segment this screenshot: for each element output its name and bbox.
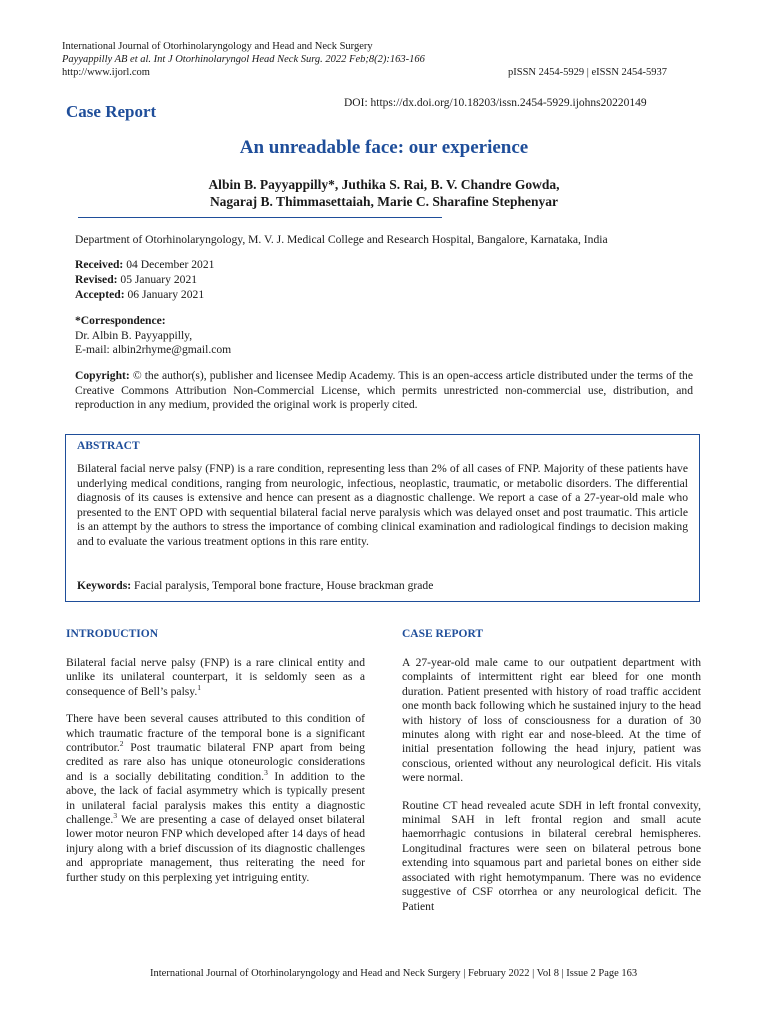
correspondence-name: Dr. Albin B. Payyappilly, [75, 329, 193, 342]
authors-line-2: Nagaraj B. Thimmasettaiah, Marie C. Sharafine Stephenyar [209, 194, 559, 209]
citation: Payyappilly AB et al. Int J Otorhinolaryngol Head Neck Surg. 2022 Feb;8(2):163-166 [62, 54, 425, 65]
abstract-text: Bilateral facial nerve palsy (FNP) is a rare condition, representing less than 2% of all cases of FNP. Majority of these patients have underlying medical conditions, ranging from neurologic, infectious, neoplastic, traumatic, or metabolic disorders. The differential diagnosis of its causes is extensive and hence can present as a diagnostic challenge. We report a case of a 27-year-old male who presented to the ENT OPD with sequential bilateral facial nerve paralysis which was delayed onset and post traumatic. This article is an attempt by the authors to stress the importance of combing clinical examination and radiological findings to decision making and to evaluate the various treatment options in this rare entity. [77, 462, 688, 548]
article-type: Case Report [66, 102, 157, 121]
keywords: Keywords: Facial paralysis, Temporal bone fracture, House brackman grade [77, 579, 434, 592]
doi-link[interactable]: DOI: https://dx.doi.org/10.18203/issn.2454-5929.ijohns20220149 [344, 97, 647, 109]
case-report-paragraph-1: A 27-year-old male came to our outpatient department with complaints of intermittent right ear bleed for one month duration. Patient presented with history of road traffic accident one month back following which he sustained injury to the head with history of loss of consciousness for a duration of 30 minutes along with right ear and nose-bleed. At the time of initial presentation following the head injury, patient was conscious, oriented without any neurological deficit. His vitals were normal. [402, 656, 701, 785]
title-divider [78, 217, 442, 218]
authors-line-1: Albin B. Payyappilly*, Juthika S. Rai, B. V. Chandre Gowda, [208, 177, 560, 192]
article-title: An unreadable face: our experience [239, 137, 529, 158]
revised-date: Revised: 05 January 2021 [75, 273, 198, 286]
journal-website-link[interactable]: http://www.ijorl.com [62, 67, 150, 78]
accepted-date: Accepted: 06 January 2021 [75, 288, 205, 301]
abstract-heading: ABSTRACT [77, 440, 140, 452]
affiliation: Department of Otorhinolaryngology, M. V. J. Medical College and Research Hospital, Bangalore, Karnataka, India [75, 233, 608, 246]
case-report-paragraph-2: Routine CT head revealed acute SDH in left frontal convexity, minimal SAH in left frontal region and small acute haemorrhagic contusions in bilateral cerebral hemispheres. Longitudinal fractures were seen on bilateral petrous bone extending into squamous part and parietal bones on either side associated with right hemotympanum. There was no evidence suggestive of CSF otorrhea or any neurological deficit. The Patient [402, 798, 701, 913]
received-date: Received: 04 December 2021 [75, 258, 215, 271]
introduction-paragraph-1: Bilateral facial nerve palsy (FNP) is a rare clinical entity and unlike its unilateral counterpart, it is seldomly seen as a consequence of Bell’s palsy.$^1$ [66, 656, 365, 698]
correspondence-label: *Correspondence: [75, 314, 166, 327]
journal-name: International Journal of Otorhinolaryngology and Head and Neck Surgery [62, 41, 373, 52]
issn: pISSN 2454-5929 | eISSN 2454-5937 [508, 67, 668, 78]
introduction-paragraph-2: There have been several causes attributed to this condition of which traumatic fracture of the temporal bone is a significant contributor.$^2$ Post traumatic bilateral FNP apart from being credited as rare also has unique otoneurologic considerations and is a socially debilitating condition.$^3$ In addition to the above, the lack of facial asymmetry which is typically present in unilateral facial paralysis makes this entity a diagnostic challenge.$^3$ We are presenting a case of delayed onset bilateral lower motor neuron FNP which developed after 14 days of head injury along with a brief discussion of its diagnostic challenges and appropriate management, thus reiterating the need for further study on this perplexing yet intriguing entity. [66, 712, 366, 884]
page-footer: International Journal of Otorhinolaryngology and Head and Neck Surgery | February 2022 | Vol 8 | Issue 2 Page 163 [150, 968, 638, 979]
correspondence-email[interactable]: E-mail: albin2rhyme@gmail.com [75, 343, 232, 356]
case-report-body [402, 656, 701, 927]
case-report-heading: CASE REPORT [402, 628, 484, 640]
abstract-box [65, 434, 700, 602]
introduction-heading: INTRODUCTION [66, 628, 159, 640]
introduction-body [66, 656, 365, 898]
copyright-notice: Copyright: © the author(s), publisher and licensee Medip Academy. This is an open-access article distributed under the terms of the Creative Commons Attribution Non-Commercial License, which permits unrestricted non-commercial use, distribution, and reproduction in any medium, provided the original work is properly cited. [75, 369, 693, 411]
